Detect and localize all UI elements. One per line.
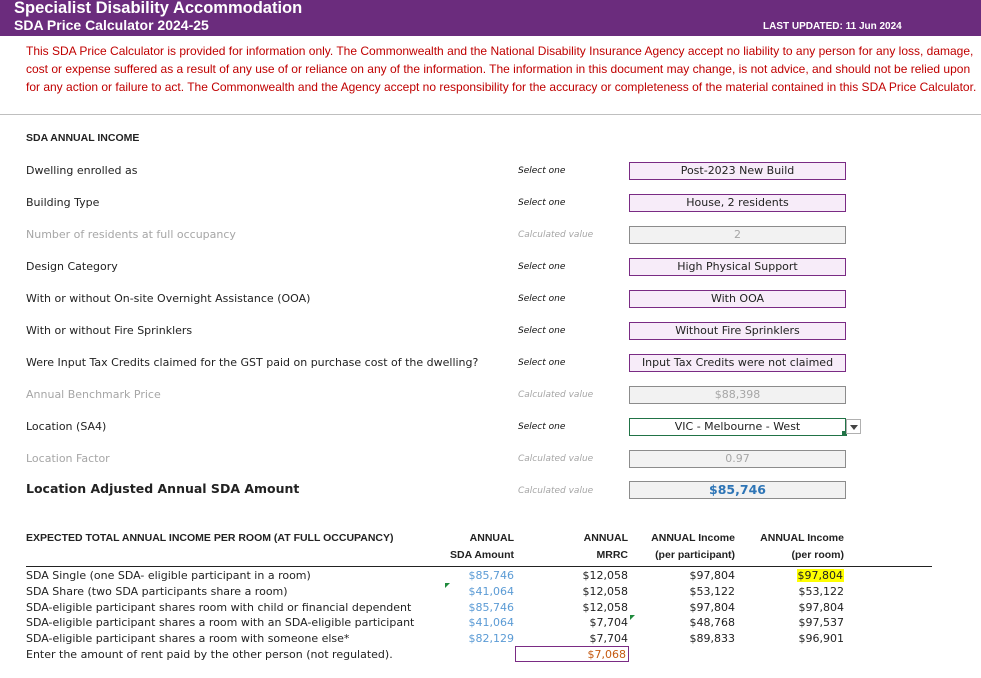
per-room-cell: $53,122 (798, 585, 844, 598)
dwelling-hint: Select one (518, 166, 566, 176)
table-row (0, 600, 981, 616)
app-title: Specialist Disability Accommodation (14, 0, 303, 17)
location-label: Location (SA4) (26, 420, 107, 433)
col-header-sda-1: ANNUAL (469, 532, 514, 544)
col-header-sda-2: SDA Amount (450, 549, 514, 561)
residents-hint: Calculated value (518, 230, 594, 240)
benchmark-label: Annual Benchmark Price (26, 388, 161, 401)
row-location-factor (0, 450, 981, 470)
col-header-room-1: ANNUAL Income (760, 532, 844, 544)
benchmark-value: $88,398 (629, 386, 846, 404)
sprinklers-label: With or without Fire Sprinklers (26, 324, 193, 337)
row-design-category (0, 258, 981, 278)
benchmark-hint: Calculated value (518, 390, 594, 400)
dwelling-label: Dwelling enrolled as (26, 164, 138, 177)
ooa-hint: Select one (518, 294, 566, 304)
row-ooa (0, 290, 981, 310)
col-header-mrrc-1: ANNUAL (583, 532, 628, 544)
location-factor-hint: Calculated value (518, 454, 594, 464)
per-participant-cell: $53,122 (689, 585, 735, 598)
row-description: SDA-eligible participant shares room with child or financial dependent (26, 601, 412, 614)
table-row (0, 584, 981, 600)
building-type-label: Building Type (26, 196, 100, 209)
tax-credits-select[interactable]: Input Tax Credits were not claimed (629, 354, 846, 372)
per-room-cell: $97,537 (798, 616, 844, 629)
mrrc-cell: $12,058 (582, 601, 628, 614)
tax-credits-hint: Select one (518, 358, 566, 368)
ooa-select[interactable]: With OOA (629, 290, 846, 308)
adjusted-amount-value: $85,746 (629, 481, 846, 499)
residents-value: 2 (629, 226, 846, 244)
row-adjusted-amount (0, 481, 981, 501)
tax-credits-label: Were Input Tax Credits claimed for the GST paid on purchase cost of the dwelling? (26, 356, 479, 369)
adjusted-amount-hint: Calculated value (518, 486, 594, 496)
per-participant-cell: $97,804 (689, 569, 735, 582)
adjusted-amount-label: Location Adjusted Annual SDA Amount (26, 481, 300, 496)
rent-input[interactable]: $7,068 (515, 646, 629, 662)
design-category-hint: Select one (518, 262, 566, 272)
sprinklers-select[interactable]: Without Fire Sprinklers (629, 322, 846, 340)
table-rule (26, 566, 932, 567)
location-factor-label: Location Factor (26, 452, 110, 465)
per-room-cell: $96,901 (798, 632, 844, 645)
per-room-cell: $97,804 (798, 601, 844, 614)
location-hint: Select one (518, 422, 566, 432)
disclaimer-text: This SDA Price Calculator is provided for information only. The Commonwealth and the National Disability Insurance Agency accept no liability to any person for any loss, damage, cost or expense suffered as a result of any use of or reliance on any of the information. The information in this document may change, is not advice, and should not be relied upon for any action or failure to act. The Commonwealth and the Agency accept no responsibility for the accuracy or completeness of the material contained in this SDA Price Calculator. (26, 44, 977, 94)
table-row (0, 631, 981, 647)
last-updated: LAST UPDATED: 11 Jun 2024 (763, 21, 902, 32)
row-location (0, 418, 981, 438)
design-category-select[interactable]: High Physical Support (629, 258, 846, 276)
row-description: SDA Single (one SDA- eligible participant in a room) (26, 569, 311, 582)
sda-amount-cell: $82,129 (468, 632, 514, 645)
location-dropdown-button[interactable] (846, 419, 861, 434)
row-benchmark (0, 386, 981, 406)
comment-indicator-icon (445, 583, 450, 588)
mrrc-cell: $12,058 (582, 569, 628, 582)
mrrc-cell: $7,704 (589, 616, 628, 629)
building-type-hint: Select one (518, 198, 566, 208)
table-row (0, 615, 981, 631)
chevron-down-icon (850, 425, 858, 430)
divider (0, 114, 981, 115)
design-category-label: Design Category (26, 260, 118, 273)
row-dwelling (0, 162, 981, 182)
row-description: SDA-eligible participant shares a room with an SDA-eligible participant (26, 616, 415, 629)
table-row (0, 568, 981, 584)
col-header-participant-1: ANNUAL Income (651, 532, 735, 544)
col-header-participant-2: (per participant) (655, 549, 735, 561)
sda-amount-cell: $85,746 (468, 569, 514, 582)
col-header-mrrc-2: MRRC (596, 549, 628, 561)
row-building-type (0, 194, 981, 214)
residents-label: Number of residents at full occupancy (26, 228, 236, 241)
highlighted-value: $97,804 (797, 569, 843, 582)
sda-amount-cell: $85,746 (468, 601, 514, 614)
building-type-select[interactable]: House, 2 residents (629, 194, 846, 212)
row-residents (0, 226, 981, 246)
col-header-room-2: (per room) (791, 549, 844, 561)
sda-amount-cell: $41,064 (468, 585, 514, 598)
app-subtitle: SDA Price Calculator 2024-25 (14, 17, 209, 33)
row-sprinklers (0, 322, 981, 342)
per-participant-cell: $48,768 (689, 616, 735, 629)
dwelling-select[interactable]: Post-2023 New Build (629, 162, 846, 180)
row-description: SDA Share (two SDA participants share a room) (26, 585, 288, 598)
location-factor-value: 0.97 (629, 450, 846, 468)
title-banner (0, 0, 981, 36)
mrrc-cell: $7,704 (589, 632, 628, 645)
row-tax-credits (0, 354, 981, 374)
location-select[interactable]: VIC - Melbourne - West (629, 418, 846, 436)
mrrc-cell: $12,058 (582, 585, 628, 598)
rent-description: Enter the amount of rent paid by the other person (not regulated). (26, 648, 393, 661)
row-description: SDA-eligible participant shares a room with someone else* (26, 632, 350, 645)
per-participant-cell: $97,804 (689, 601, 735, 614)
per-room-cell (770, 569, 844, 582)
comment-indicator-icon (630, 615, 635, 620)
room-table-title: EXPECTED TOTAL ANNUAL INCOME PER ROOM (AT FULL OCCUPANCY) (26, 532, 394, 544)
per-participant-cell: $89,833 (689, 632, 735, 645)
sprinklers-hint: Select one (518, 326, 566, 336)
section-title-income: SDA ANNUAL INCOME (26, 132, 140, 144)
ooa-label: With or without On-site Overnight Assistance (OOA) (26, 292, 311, 305)
table-row-rent (0, 647, 981, 663)
sda-amount-cell: $41,064 (468, 616, 514, 629)
